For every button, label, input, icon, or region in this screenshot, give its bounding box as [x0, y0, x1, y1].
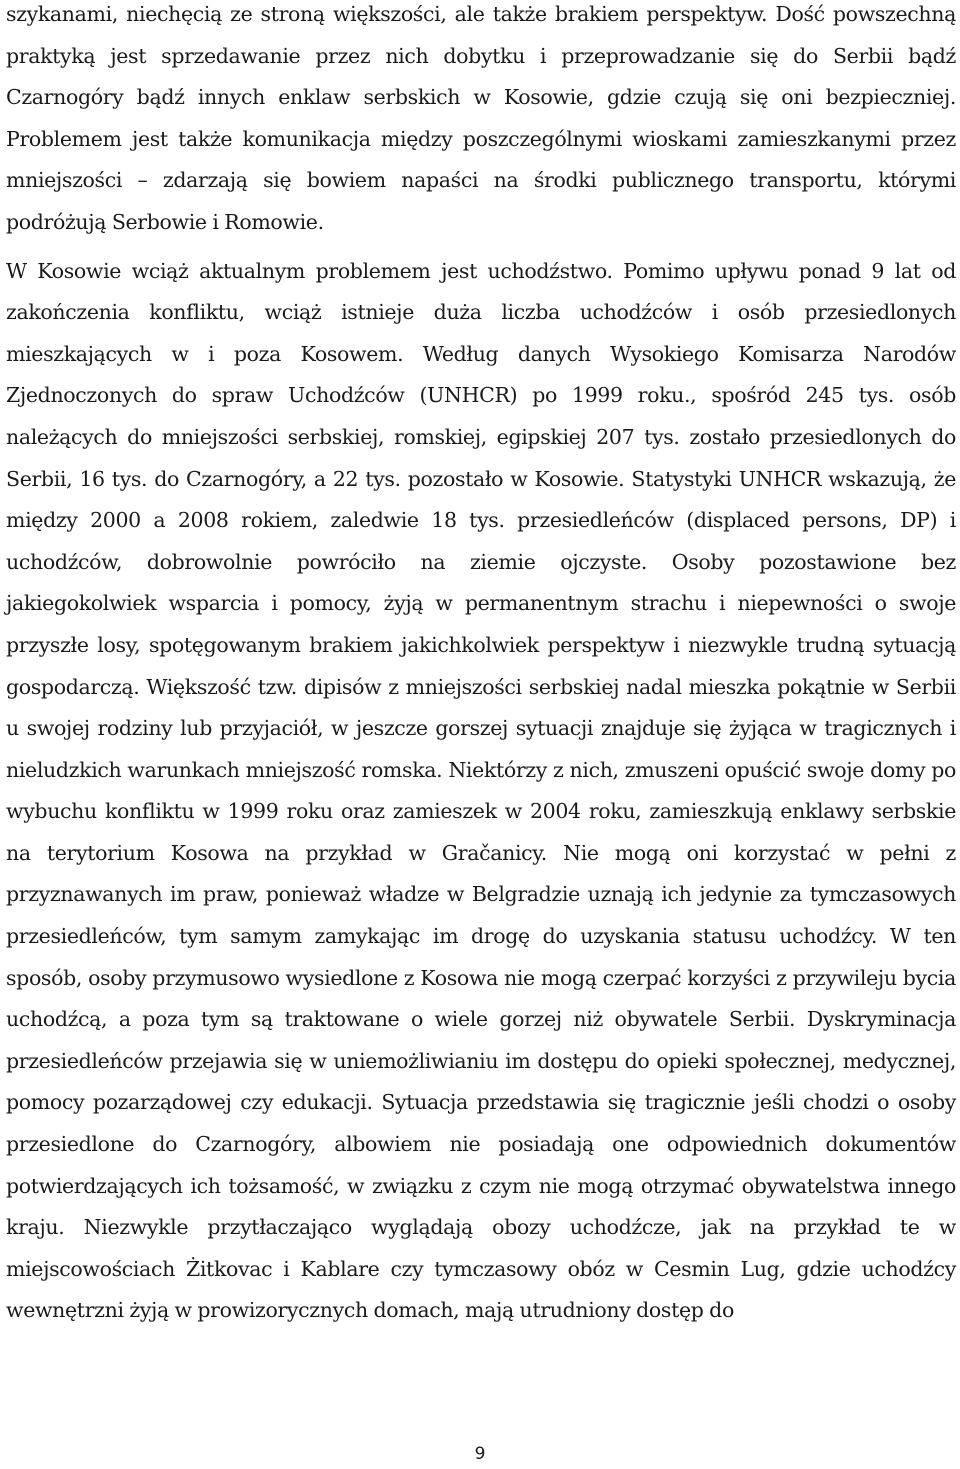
page-number: 9: [474, 1444, 486, 1464]
paragraph-minority-situation: szykanami, niechęcią ze stroną większości, ale także brakiem perspektyw. Dość powszechną praktyką jest sprzedawanie przez nich dobytku i przeprowadzanie się do Serbii bądź Czarnogóry bądź innych enklaw serbskich w Kosowie, gdzie czują się oni bezpieczniej. Problemem jest także komunikacja między poszczególnymi wioskami zamieszkanymi przez mniejszości – zdarzają się bowiem napaści na środki publicznego transportu, którymi podróżują Serbowie i Romowie.: [6, 2, 956, 234]
paragraph-refugees: W Kosowie wciąż aktualnym problemem jest uchodźstwo. Pomimo upływu ponad 9 lat od zakończenia konfliktu, wciąż istnieje duża liczba uchodźców i osób przesiedlonych mieszkających w i poza Kosowem. Według danych Wysokiego Komisarza Narodów Zjednoczonych do spraw Uchodźców (UNHCR) po 1999 roku., spośród 245 tys. osób należących do mniejszości serbskiej, romskiej, egipskiej 207 tys. zostało przesiedlonych do Serbii, 16 tys. do Czarnogóry, a 22 tys. pozostało w Kosowie. Statystyki UNHCR wskazują, że między 2000 a 2008 rokiem, zaledwie 18 tys. przesiedleńców (displaced persons, DP) i uchodźców, dobrowolnie powróciło na ziemie ojczyste. Osoby pozostawione bez jakiegokolwiek wsparcia i pomocy, żyją w permanentnym strachu i niepewności o swoje przyszłe losy, spotęgowanym brakiem jakichkolwiek perspektyw i niezwykle trudną sytuacją gospodarczą. Większość tzw. dipisów z mniejszości serbskiej nadal mieszka pokątnie w Serbii u swojej rodziny lub przyjaciół, w jeszcze gorszej sytuacji znajduje się żyjąca w tragicznych i nieludzkich warunkach mniejszość romska. Niektórzy z nich, zmuszeni opuścić swoje domy po wybuchu konfliktu w 1999 roku oraz zamieszek w 2004 roku, zamieszkują enklawy serbskie na terytorium Kosowa na przykład w Gračanicy. Nie mogą oni korzystać w pełni z przyznawanych im praw, ponieważ władze w Belgradzie uznają ich jedynie za tymczasowych przesiedleńców, tym samym zamykając im drogę do uzyskania statusu uchodźcy. W ten sposób, osoby przymusowo wysiedlone z Kosowa nie mogą czerpać korzyści z przywileju bycia uchodźcą, a poza tym są traktowane o wiele gorzej niż obywatele Serbii. Dyskryminacja przesiedleńców przejawia się w uniemożliwianiu im dostępu do opieki społecznej, medycznej, pomocy pozarządowej czy edukacji. Sytuacja przedstawia się tragicznie jeśli chodzi o osoby przesiedlone do Czarnogóry, albowiem nie posiadają one odpowiednich dokumentów potwierdzających ich tożsamość, w związku z czym nie mogą otrzymać obywatelstwa innego kraju. Niezwykle przytłaczająco wyglądają obozy uchodźcze, jak na przykład te w miejscowościach Żitkovac i Kablare czy tymczasowy obóz w Cesmin Lug, gdzie uchodźcy wewnętrzni żyją w prowizorycznych domach, mają utrudniony dostęp do: [6, 258, 956, 1323]
body-text: [6, 0, 956, 1332]
